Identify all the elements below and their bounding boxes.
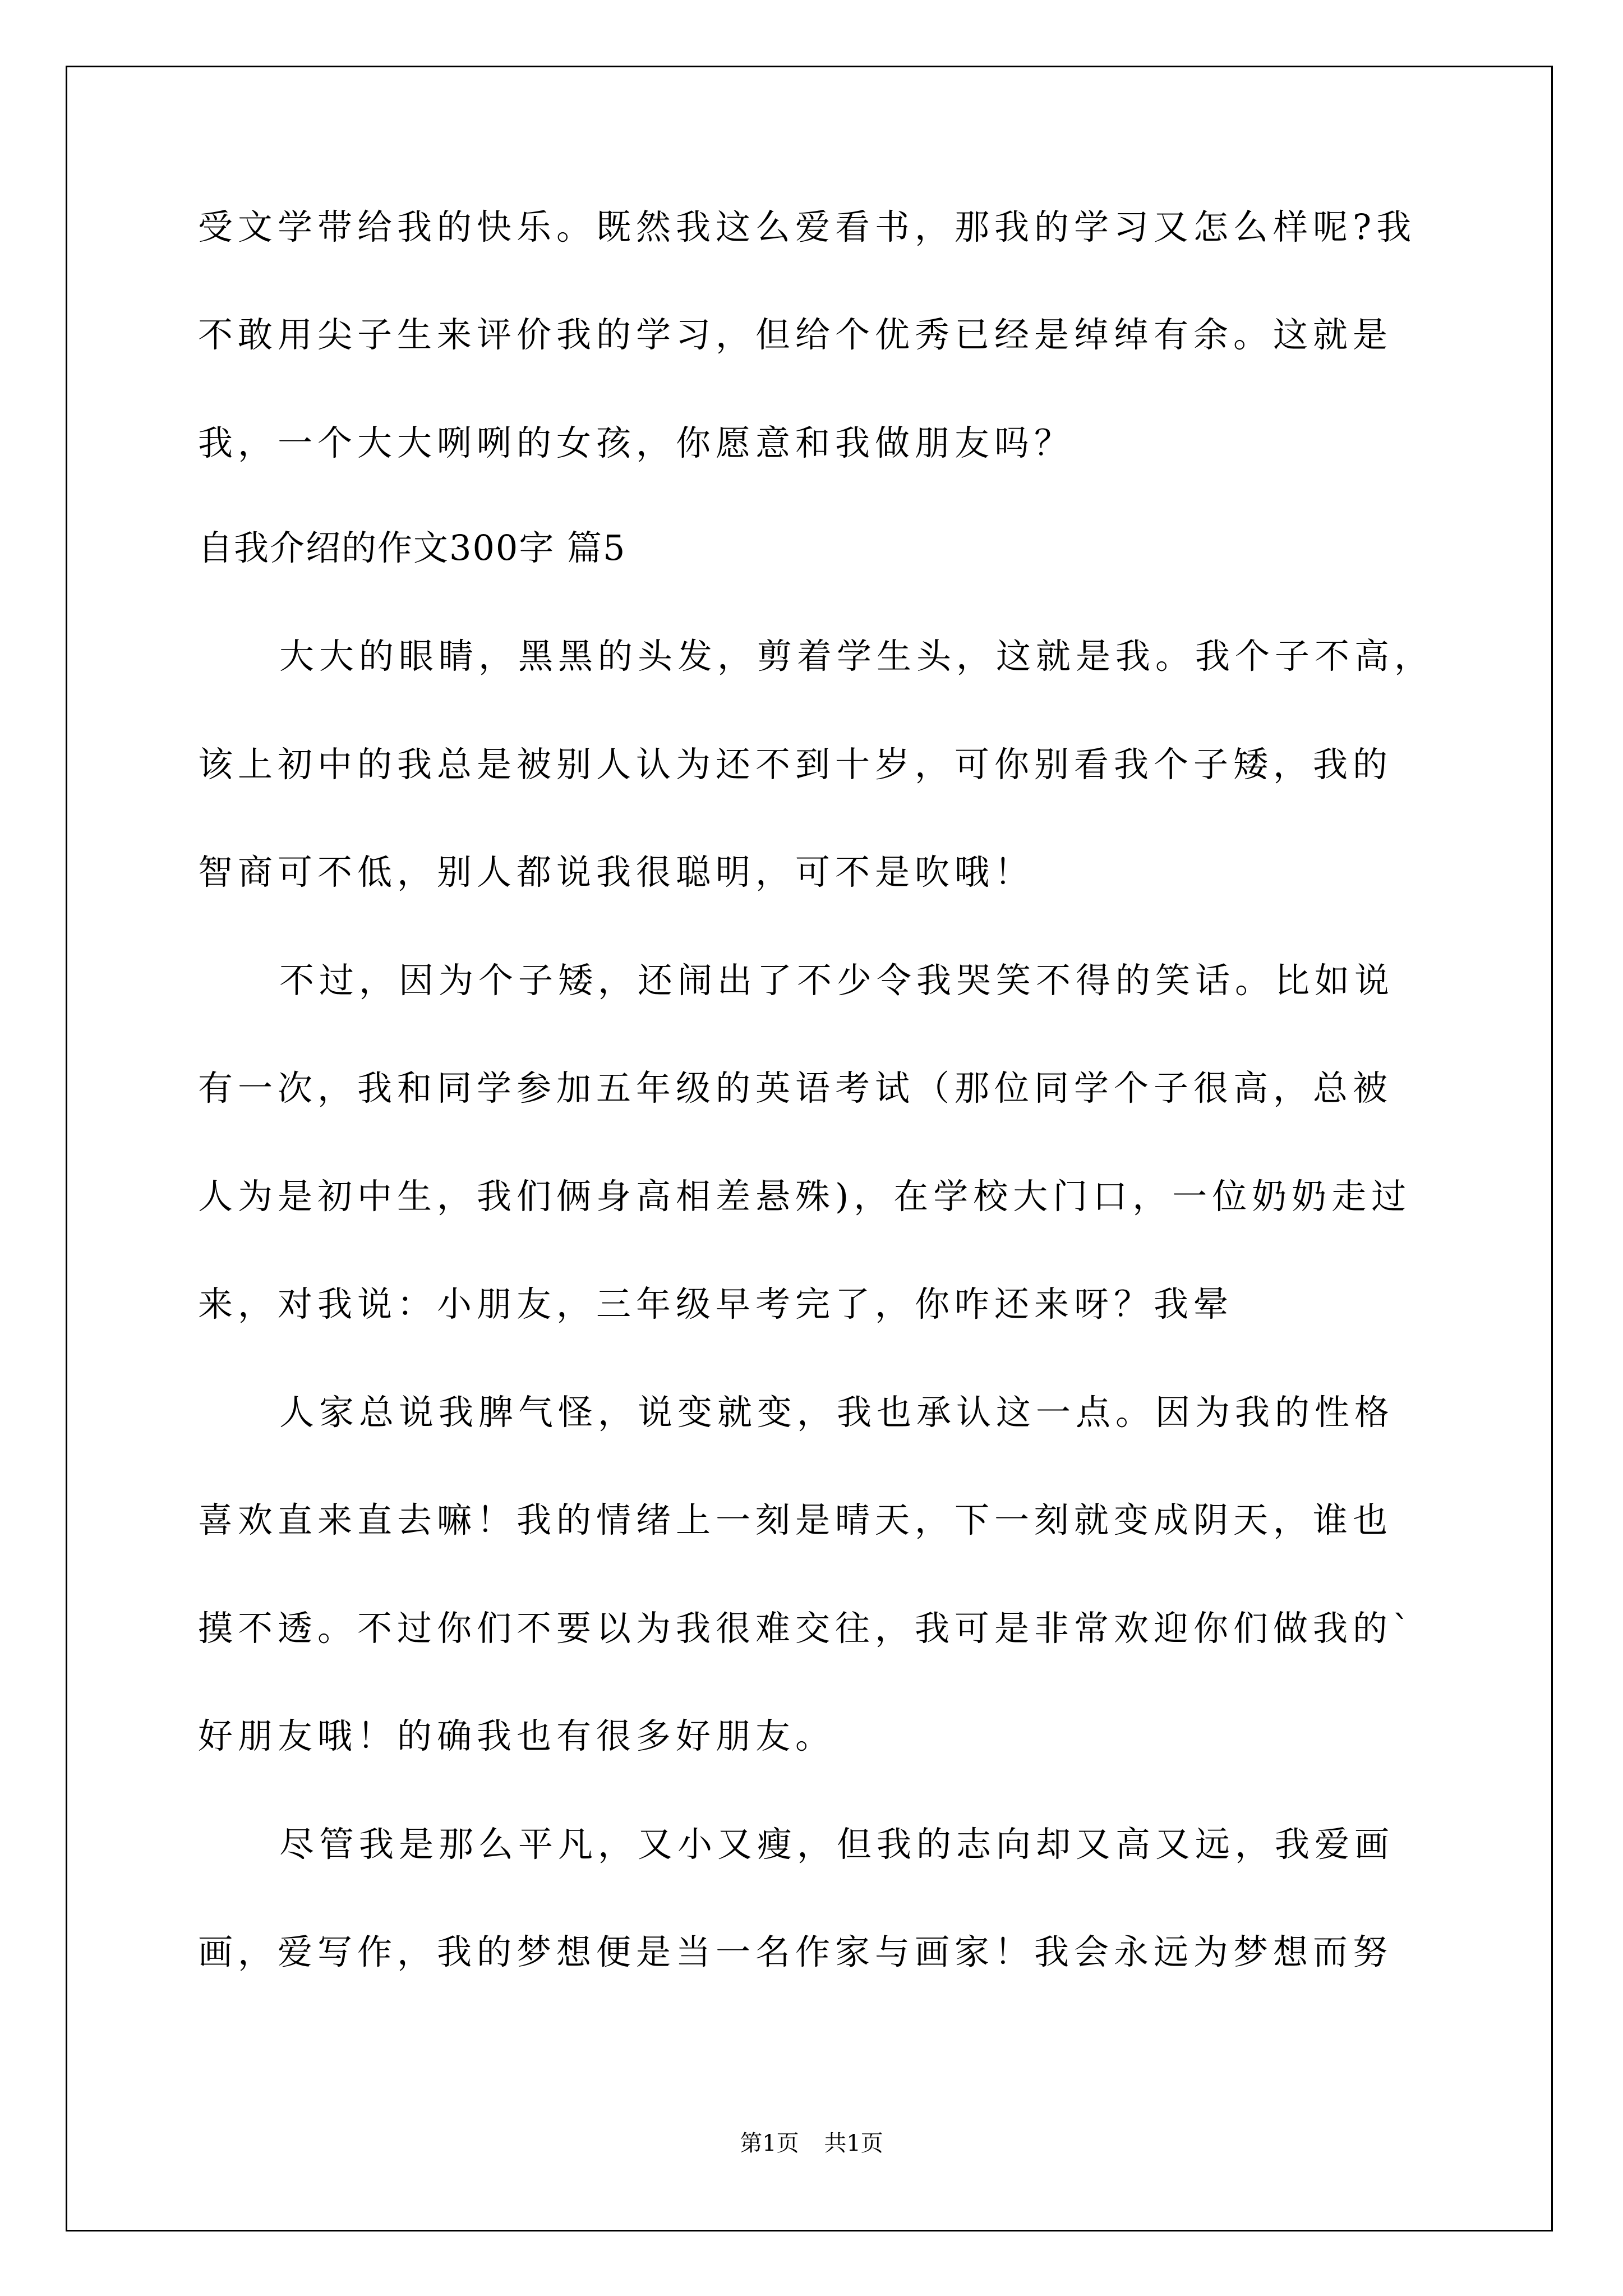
page-border bbox=[66, 66, 1553, 2231]
text-line: 有一次，我和同学参加五年级的英语考试（那位同学个子很高，总被 bbox=[198, 1068, 1393, 1108]
text-line: 来，对我说：小朋友，三年级早考完了，你咋还来呀？我晕 bbox=[198, 1283, 1234, 1324]
text-line: 好朋友哦！的确我也有很多好朋友。 bbox=[198, 1715, 836, 1756]
text-line: 大大的眼睛，黑黑的头发，剪着学生头，这就是我。我个子不高， bbox=[279, 636, 1435, 677]
text-line: 不过，因为个子矮，还闹出了不少令我哭笑不得的笑话。比如说 bbox=[279, 960, 1395, 1001]
text-line: 智商可不低，别人都说我很聪明，可不是吹哦！ bbox=[198, 852, 1035, 892]
text-line: 受文学带给我的快乐。既然我这么爱看书，那我的学习又怎么样呢?我 bbox=[198, 206, 1417, 247]
text-line: 尽管我是那么平凡，又小又瘦，但我的志向却又高又远，我爱画 bbox=[279, 1824, 1395, 1865]
page-footer bbox=[0, 2129, 1623, 2157]
text-line: 该上初中的我总是被别人认为还不到十岁，可你别看我个子矮，我的 bbox=[198, 744, 1393, 785]
text-line: 喜欢直来直去嘛！我的情绪上一刻是晴天，下一刻就变成阴天，谁也 bbox=[198, 1499, 1393, 1540]
page-number: 第1页 bbox=[740, 2131, 799, 2156]
text-line: 不敢用尖子生来评价我的学习，但给个优秀已经是绰绰有余。这就是 bbox=[198, 314, 1393, 355]
text-line: 人为是初中生，我们俩身高相差悬殊)，在学校大门口，一位奶奶走过 bbox=[198, 1176, 1412, 1217]
text-line: 人家总说我脾气怪，说变就变，我也承认这一点。因为我的性格 bbox=[279, 1392, 1395, 1433]
text-line: 摸不透。不过你们不要以为我很难交往，我可是非常欢迎你们做我的` bbox=[198, 1608, 1415, 1649]
page-total: 共1页 bbox=[824, 2131, 883, 2156]
text-line: 我，一个大大咧咧的女孩，你愿意和我做朋友吗？ bbox=[198, 422, 1075, 463]
section-heading: 自我介绍的作文300字 篇5 bbox=[198, 527, 626, 568]
text-line: 画，爱写作，我的梦想便是当一名作家与画家！我会永远为梦想而努 bbox=[198, 1931, 1393, 1972]
